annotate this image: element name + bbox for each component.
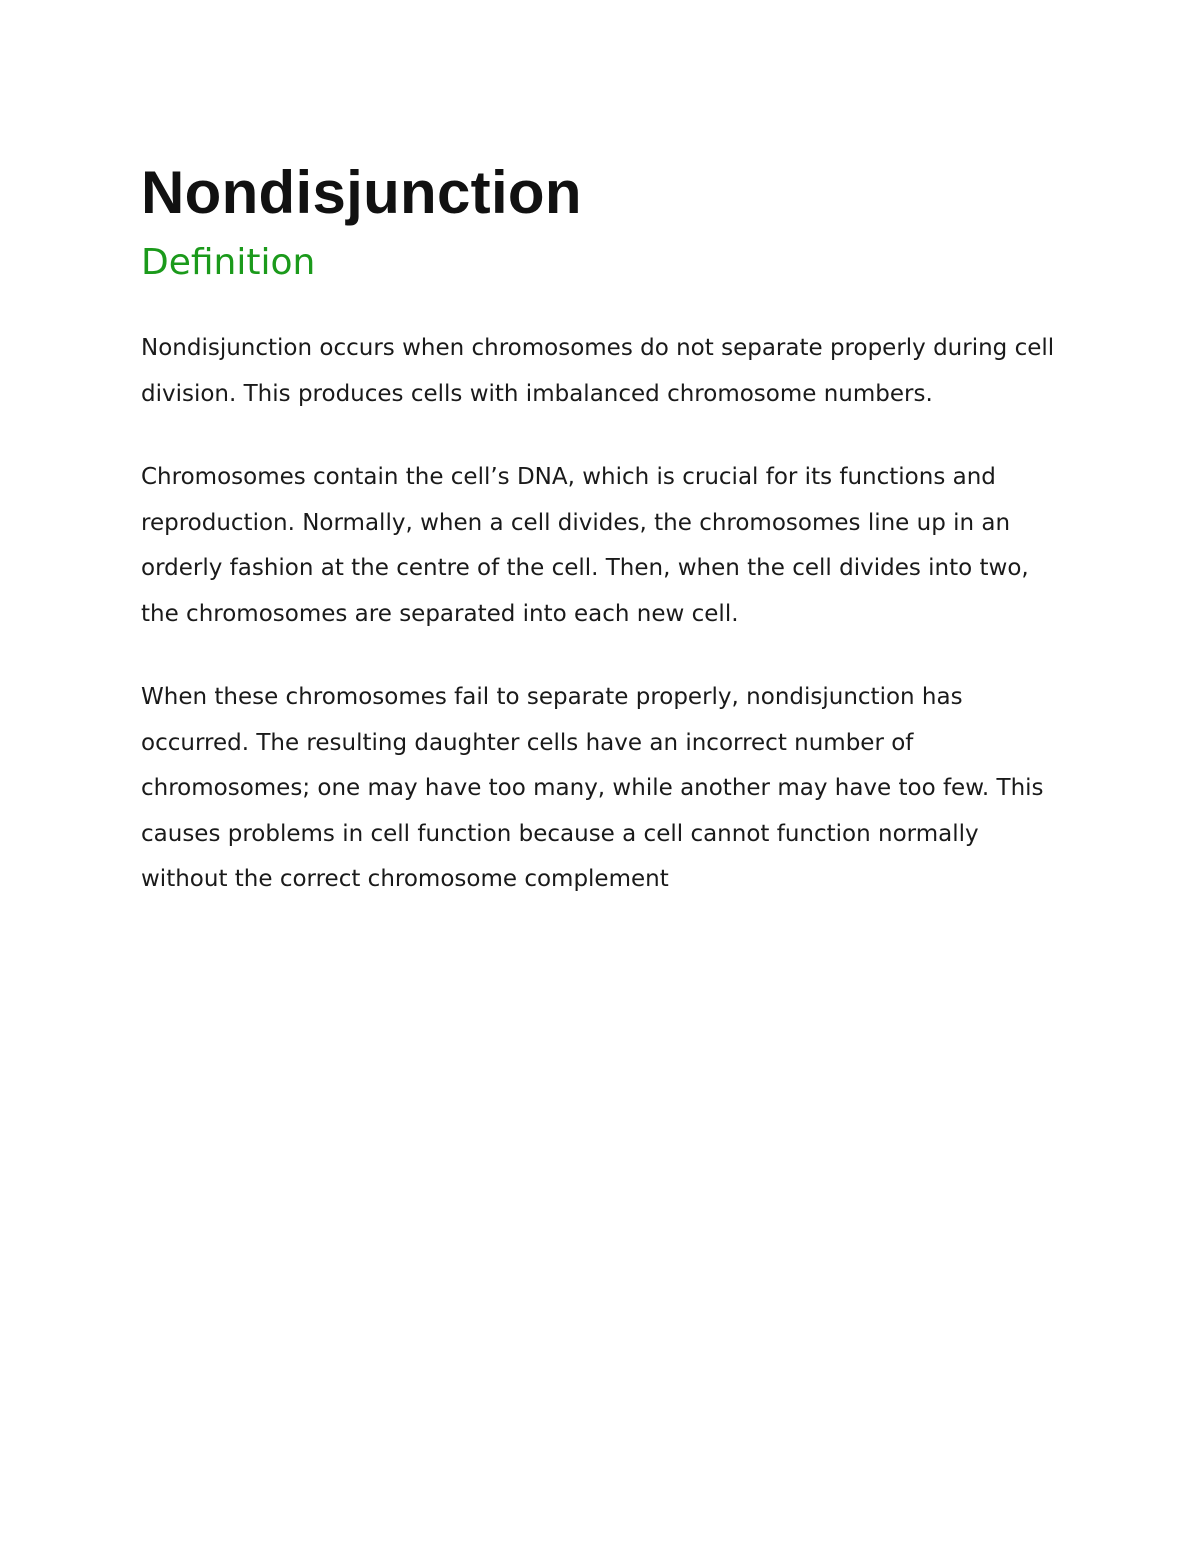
page-title: Nondisjunction [141, 159, 582, 226]
section-heading-definition: Definition [141, 242, 316, 283]
paragraph-chromosomes: Chromosomes contain the cell’s DNA, which is crucial for its functions and reproduction. Normally, when a cell divides, the chromosomes line up in an orderly fashion at the centre of the cell. Then, when the cell divides into two, the chromosomes are separated into each new cell. [141, 464, 1029, 627]
paragraph-definition: Nondisjunction occurs when chromosomes do not separate properly during cell division. This produces cells with imbalanced chromosome numbers. [141, 335, 1055, 407]
paragraph-failure: When these chromosomes fail to separate properly, nondisjunction has occurred. The resulting daughter cells have an incorrect number of chromosomes; one may have too many, while another may have too few. This causes problems in cell function because a cell cannot function normally without the correct chromosome complement [141, 684, 1044, 892]
document-content [141, 158, 1071, 903]
